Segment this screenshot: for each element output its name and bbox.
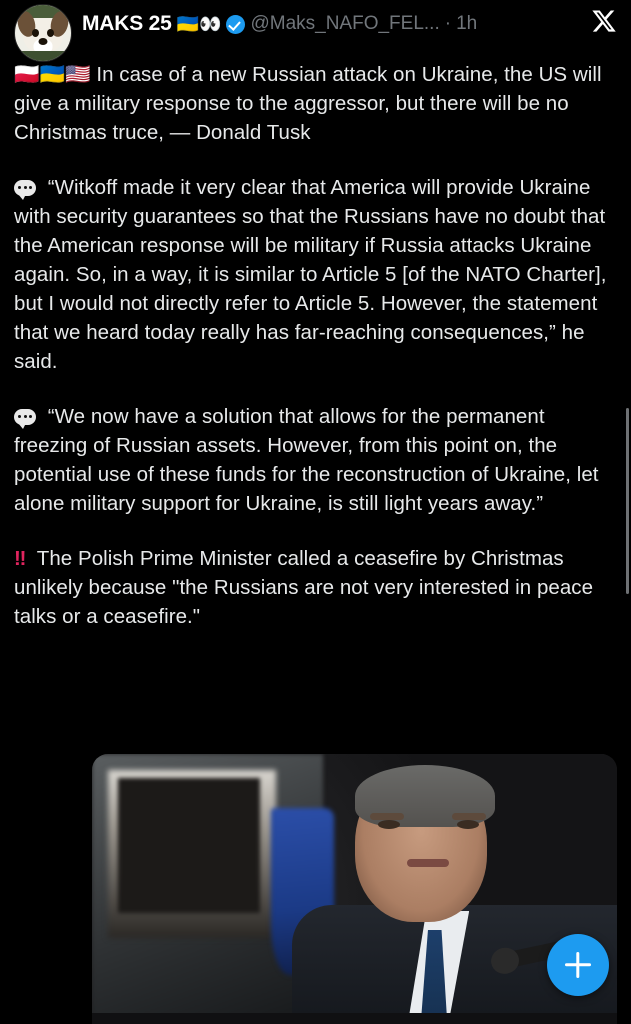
tweet-paragraph-3 (14, 402, 617, 518)
tweet-paragraph-4 (14, 544, 617, 631)
tweet-paragraph-3-text: “We now have a solution that allows for the permanent freezing of Russian assets. However, from this point on, the potential use of these funds for the reconstruction of Ukraine, let alone military support for Ukraine, is still light years away.” (14, 405, 599, 515)
avatar[interactable] (14, 4, 72, 62)
tweet-paragraph-1-text: In case of a new Russian attack on Ukraine, the US will give a military response to the aggressor, but there will be no Christmas truce, — Donald Tusk (14, 63, 602, 144)
scrollbar-thumb[interactable] (626, 408, 629, 594)
avatar-nose-shape (39, 38, 48, 45)
avatar-eye-right-shape (47, 29, 54, 37)
tweet-paragraph-2 (14, 173, 617, 376)
photo-mouth-shape (407, 859, 449, 867)
photo-doorframe-shape (118, 778, 260, 913)
flags-pl-ua-us-icon: 🇵🇱🇺🇦🇺🇸 (14, 63, 91, 86)
tweet-timestamp[interactable]: 1h (456, 13, 478, 34)
tweet-paragraph-2-text: “Witkoff made it very clear that America will provide Ukraine with security guarantees so that the Russians have no doubt that the American response will be military if Russia attacks Ukraine again. So, in a way, it is similar to Article 5 [of the NATO Charter], but I would not directly refer to Article 5. However, the statement that we heard today really has far-reaching consequences,” he said. (14, 176, 607, 373)
author-row (82, 6, 617, 36)
separator-dot: · (444, 13, 452, 34)
speech-bubble-icon (14, 409, 36, 425)
double-exclamation-icon: ‼ (14, 547, 26, 570)
tweet-photo[interactable] (92, 754, 617, 1024)
tweet-photo-image (92, 754, 617, 1024)
tweet-paragraph-1 (14, 60, 617, 147)
author-handle[interactable]: @Maks_NAFO_FEL... (250, 13, 440, 34)
avatar-eye-left-shape (32, 29, 39, 37)
tweet-paragraph-4-text: The Polish Prime Minister called a ceasefire by Christmas unlikely because "the Russians are not very interested in peace talks or a ceasefire." (14, 547, 594, 628)
speech-bubble-icon (14, 180, 36, 196)
x-logo-icon[interactable] (591, 8, 617, 34)
author-name-emoji: 🇺🇦👀 (176, 14, 222, 34)
photo-lectern-shape (92, 1013, 617, 1024)
tweet-body (14, 54, 617, 631)
avatar-body-shape (15, 51, 71, 61)
verified-badge-icon (226, 15, 245, 34)
compose-button[interactable] (547, 934, 609, 996)
author-display-name[interactable]: MAKS 25 (82, 12, 172, 35)
tweet-header (14, 6, 617, 54)
